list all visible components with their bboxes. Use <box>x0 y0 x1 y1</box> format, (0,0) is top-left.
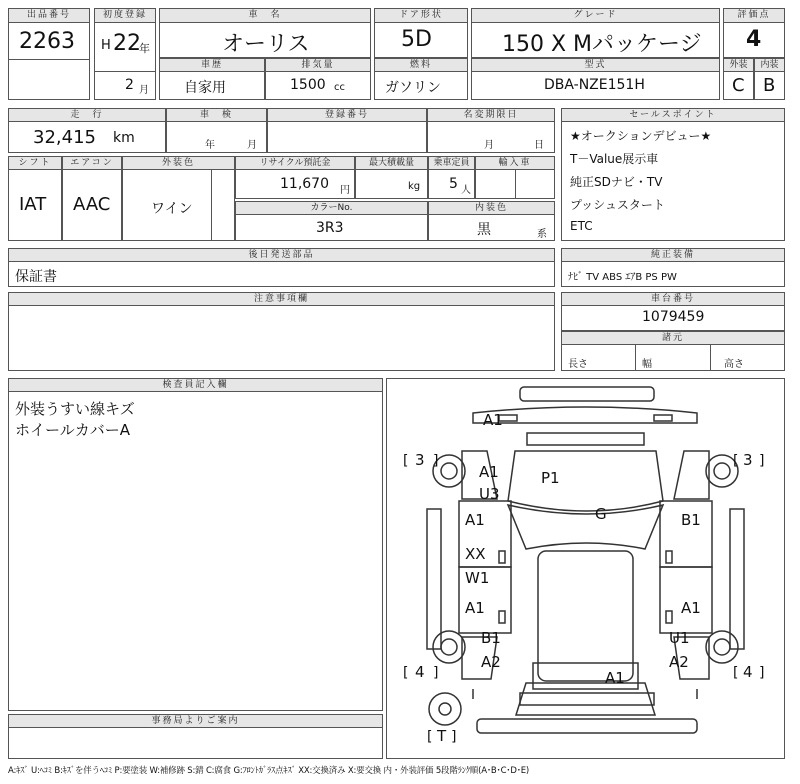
inspector-line: ホイールカバーA <box>15 421 130 439</box>
name-change-cell <box>427 121 555 153</box>
damage-mark: B1 <box>481 629 501 647</box>
interior-suffix: 系 <box>537 229 547 240</box>
svg-text:[: [ <box>403 665 409 681</box>
fuel: ガソリン <box>385 80 441 96</box>
model-cell <box>471 71 720 100</box>
width-label: 幅 <box>642 359 652 370</box>
inspection-label: 車 検 <box>166 108 267 122</box>
damage-mark: P1 <box>541 469 560 487</box>
sales-point: T－Value展示車 <box>570 152 659 166</box>
grade-cell <box>471 22 720 58</box>
load-label: 最大積載量 <box>355 156 428 170</box>
car-diagram-svg <box>387 379 784 758</box>
regno-label: 登録番号 <box>267 108 427 122</box>
mileage-label: 走 行 <box>8 108 166 122</box>
notes-box <box>8 305 555 371</box>
mileage: 32,415 <box>33 127 96 148</box>
regno-cell <box>267 121 427 153</box>
length-label: 長さ <box>568 359 588 370</box>
lot-no-label: 出品番号 <box>8 8 90 23</box>
right-front-handle <box>666 551 672 563</box>
month: 2 <box>125 77 134 93</box>
month-suffix: 月 <box>139 85 149 96</box>
svg-text:]: ] <box>759 665 765 681</box>
nc-day: 日 <box>534 140 544 151</box>
damage-mark: 3 <box>415 451 425 469</box>
interior-color-cell <box>428 214 555 241</box>
ext-grade: C <box>732 75 745 96</box>
model-label: 型式 <box>471 58 720 72</box>
damage-mark-left-front: [ <box>403 453 409 469</box>
damage-mark: A1 <box>479 463 499 481</box>
grade: 150 X Mパッケージ <box>502 32 702 57</box>
legend: A:ｷｽﾞ U:ﾍｺﾐ B:ｷｽﾞを伴うﾍｺﾐ P:要塗装 W:補修跡 S:錆 C:腐食 G:ﾌﾛﾝﾄｶﾞﾗｽ点ｷｽﾞ XX:交換済み X:要交換 内・外装評価 5段階ﾗﾝｸ順(A･B･C･D･E) <box>8 766 530 776</box>
ext-grade-label: 外装 <box>723 58 754 72</box>
sales-points-box <box>561 121 785 241</box>
shift-label: シフト <box>8 156 62 170</box>
colorno-label: カラーNo. <box>235 201 428 215</box>
shift: IAT <box>19 194 47 215</box>
divider <box>710 345 711 370</box>
right-rear-handle <box>666 611 672 623</box>
era: H <box>101 38 111 53</box>
load-cell <box>355 169 428 199</box>
door-cell <box>374 22 468 58</box>
history-cell <box>159 71 265 100</box>
rear-bumper <box>520 693 654 705</box>
displacement-label: 排気量 <box>265 58 371 72</box>
divider <box>515 170 516 198</box>
color: ワイン <box>151 201 193 217</box>
first-reg-cell <box>94 22 156 100</box>
damage-mark: 4 <box>415 663 425 681</box>
name-change-label: 名変期限日 <box>427 108 555 122</box>
displacement: 1500 <box>290 77 326 93</box>
load-unit: kg <box>408 181 421 192</box>
door: 5D <box>401 27 432 52</box>
capacity-unit: 人 <box>461 185 471 196</box>
damage-mark: A1 <box>465 511 485 529</box>
hood <box>508 451 663 511</box>
damage-mark: G <box>595 505 607 523</box>
right-rear-wheel-hub <box>714 639 730 655</box>
car-name: オーリス <box>222 32 310 57</box>
door-label: ドア形状 <box>374 8 468 23</box>
sales-points-label: セールスポイント <box>561 108 785 122</box>
divider <box>211 170 212 240</box>
later-parts-label: 後日発送部品 <box>8 248 555 262</box>
damage-mark: A1 <box>681 599 701 617</box>
int-grade-cell <box>754 71 785 100</box>
model: DBA-NZE151H <box>544 77 645 93</box>
damage-mark: XX <box>465 545 486 563</box>
later-parts: 保証書 <box>15 269 57 285</box>
office-label: 事務局よりご案内 <box>8 714 383 728</box>
divider <box>9 59 89 60</box>
rear-bumper-lower <box>477 719 697 733</box>
divider <box>635 345 636 370</box>
capacity-label: 乗車定員 <box>428 156 475 170</box>
right-rear-wheel <box>706 631 738 663</box>
svg-text:[: [ <box>733 665 739 681</box>
height-label: 高さ <box>724 359 744 370</box>
shift-cell <box>8 169 62 241</box>
car-name-label: 車 名 <box>159 8 371 23</box>
lot-no-cell <box>8 22 90 100</box>
left-front-wheel-hub <box>441 463 457 479</box>
right-front-fender <box>674 451 709 499</box>
spare-tire-hub <box>439 703 451 715</box>
int-grade-label: 内装 <box>754 58 785 72</box>
damage-mark: A1 <box>605 669 625 687</box>
history-label: 車歴 <box>159 58 265 72</box>
svg-text:]: ] <box>433 665 439 681</box>
recycle-cell <box>235 169 355 199</box>
capacity: 5 <box>449 176 458 192</box>
displacement-unit: cc <box>334 82 345 93</box>
genuine-label: 純正装備 <box>561 248 785 262</box>
damage-mark: U3 <box>479 485 500 503</box>
damage-mark: A2 <box>669 653 689 671</box>
inspection-year: 年 <box>205 140 215 151</box>
car-name-cell <box>159 22 371 58</box>
genuine-equipment: ﾅﾋﾞ TV ABS ｴｱB PS PW <box>568 272 677 283</box>
ac-label: エアコン <box>62 156 122 170</box>
ac-cell <box>62 169 122 241</box>
damage-mark: T <box>437 727 447 745</box>
color-cell <box>122 169 235 241</box>
history: 自家用 <box>184 80 226 96</box>
left-front-handle <box>499 551 505 563</box>
score: 4 <box>746 27 762 52</box>
later-parts-cell <box>8 261 555 287</box>
score-label: 評価点 <box>723 8 785 23</box>
inspector-label: 検査員記入欄 <box>8 378 383 392</box>
notes-label: 注意事項欄 <box>8 292 555 306</box>
left-step <box>427 509 441 649</box>
colorno-cell <box>235 214 428 241</box>
inspection-cell <box>166 121 267 153</box>
int-grade: B <box>763 75 776 96</box>
grade-label: グレード <box>471 8 720 23</box>
sales-point: ★オークションデビュー★ <box>570 129 712 143</box>
colorno: 3R3 <box>316 220 344 236</box>
rear-bumper-sides <box>473 689 697 699</box>
recycle: 11,670 <box>280 176 329 192</box>
ac: AAC <box>73 194 111 215</box>
dims-cell <box>561 344 785 371</box>
damage-mark: 4 <box>743 663 753 681</box>
chassis-cell <box>561 305 785 331</box>
mileage-unit: km <box>113 130 135 146</box>
damage-mark: W1 <box>465 569 490 587</box>
svg-text:[: [ <box>427 729 433 745</box>
interior-color-label: 内装色 <box>428 201 555 215</box>
svg-text:]: ] <box>451 729 457 745</box>
spare-tire <box>429 693 461 725</box>
chassis-number: 1079459 <box>642 309 705 325</box>
car-diagram <box>386 378 785 759</box>
year-number: 22 <box>113 31 141 56</box>
svg-text:]: ] <box>759 453 765 469</box>
interior-color: 黒 <box>477 222 491 238</box>
grille <box>527 433 644 445</box>
displacement-cell <box>265 71 371 100</box>
damage-mark: A1 <box>483 411 503 429</box>
inspection-month: 月 <box>247 140 257 151</box>
fuel-label: 燃料 <box>374 58 468 72</box>
recycle-label: リサイクル預託金 <box>235 156 355 170</box>
sales-point: プッシュスタート <box>570 198 665 212</box>
color-label: 外装色 <box>122 156 235 170</box>
right-step <box>730 509 744 649</box>
fuel-cell <box>374 71 468 100</box>
headlight-right <box>654 415 672 421</box>
front-bumper-top <box>520 387 654 401</box>
sales-point: ETC <box>570 219 593 233</box>
mileage-cell <box>8 121 166 153</box>
damage-mark: A2 <box>481 653 501 671</box>
score-cell <box>723 22 785 58</box>
damage-mark: U1 <box>669 629 690 647</box>
sales-point: 純正SDナビ・TV <box>570 175 663 189</box>
chassis-label: 車台番号 <box>561 292 785 306</box>
damage-mark: A1 <box>465 599 485 617</box>
lot-no: 2263 <box>19 29 75 54</box>
ext-grade-cell <box>723 71 754 100</box>
damage-mark: 3 <box>743 451 753 469</box>
recycle-unit: 円 <box>340 185 350 196</box>
right-front-wheel-hub <box>714 463 730 479</box>
roof <box>538 551 633 681</box>
rear-glass <box>516 683 655 715</box>
left-rear-wheel-hub <box>441 639 457 655</box>
import-cell <box>475 169 555 199</box>
nc-month: 月 <box>484 140 494 151</box>
office-box <box>8 727 383 759</box>
first-reg-label: 初度登録 <box>94 8 156 23</box>
divider <box>95 71 155 72</box>
dims-label: 諸元 <box>561 331 785 345</box>
capacity-cell <box>428 169 475 199</box>
year-suffix: 年 <box>139 42 150 55</box>
svg-text:]: ] <box>433 453 439 469</box>
inspector-line: 外装うすい線キズ <box>15 400 135 418</box>
left-rear-wheel <box>433 631 465 663</box>
inspector-box <box>8 391 383 711</box>
svg-text:[: [ <box>733 453 739 469</box>
import-label: 輸入車 <box>475 156 555 170</box>
damage-mark: B1 <box>681 511 701 529</box>
genuine-cell <box>561 261 785 287</box>
left-rear-handle <box>499 611 505 623</box>
